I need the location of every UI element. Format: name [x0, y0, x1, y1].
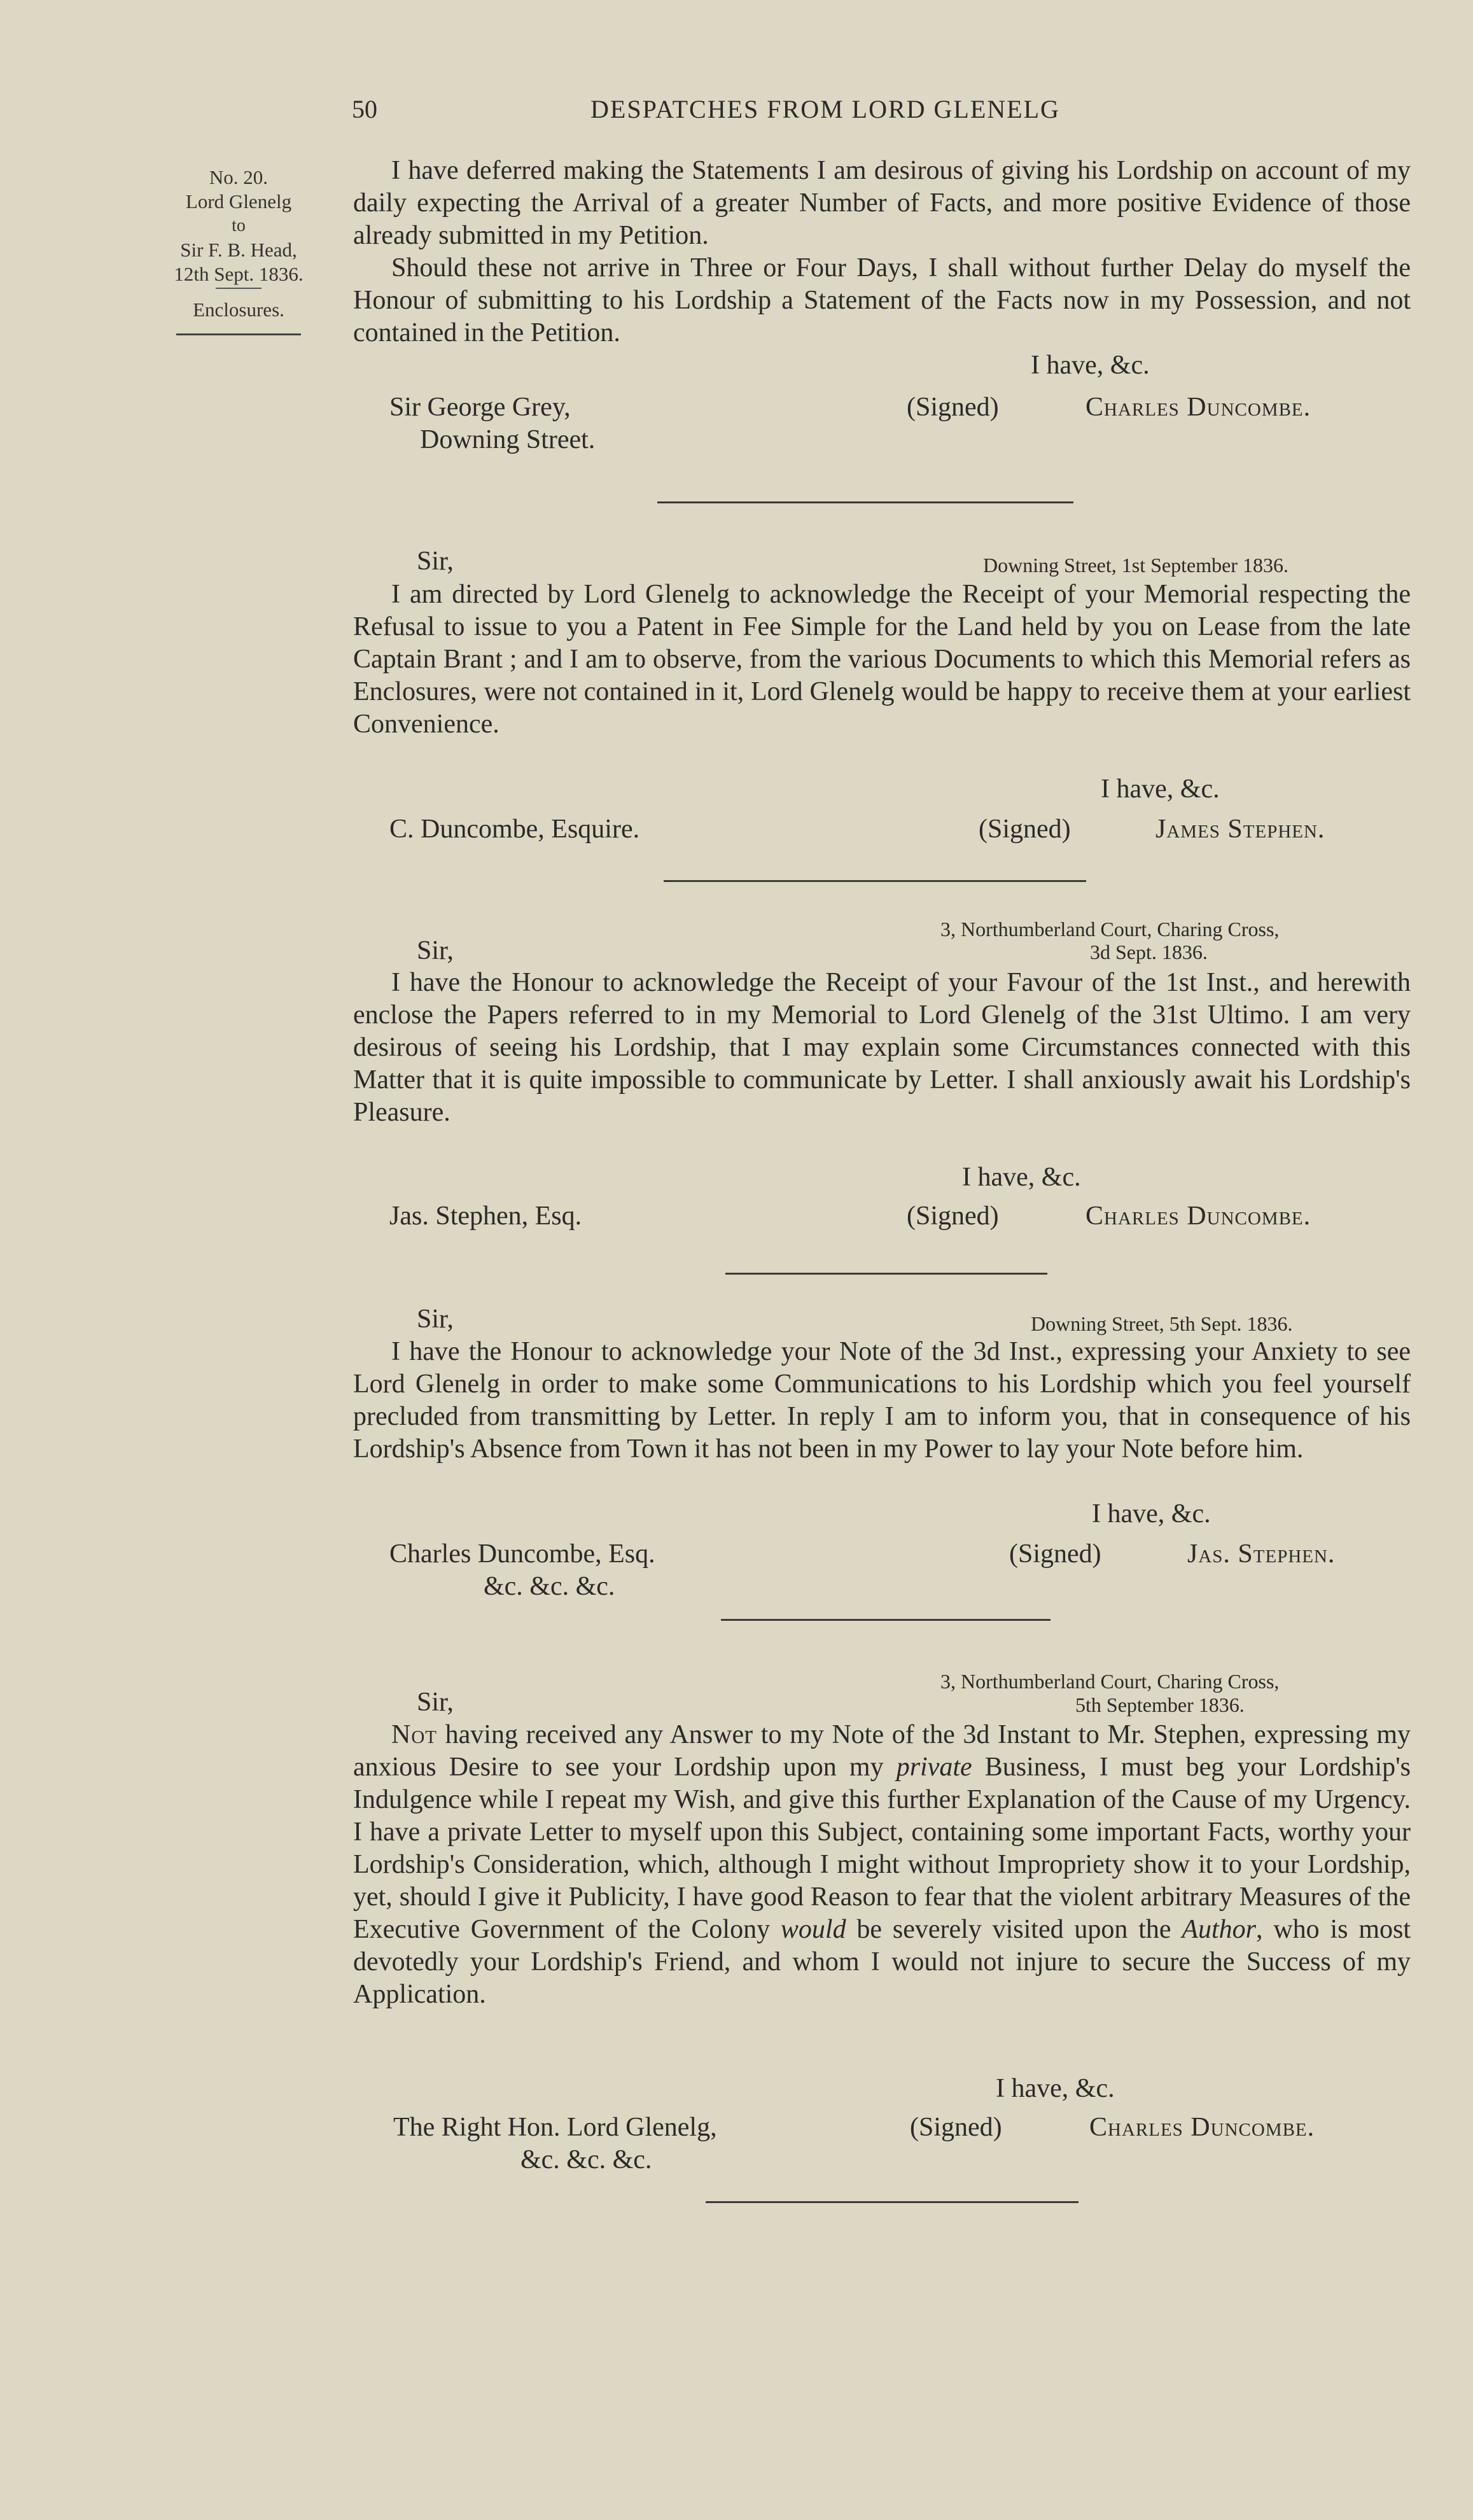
margin-note-enclosures: Enclosures. — [193, 298, 284, 321]
letter5-addressee: The Right Hon. Lord Glenelg, — [393, 2113, 717, 2142]
letter5-date: 5th September 1836. — [1075, 1693, 1245, 1716]
letter5-italic-private: private — [896, 1753, 972, 1782]
letter3-date: 3d Sept. 1836. — [1090, 941, 1208, 963]
letter5-addressee-etc: &c. &c. &c. — [520, 2145, 652, 2174]
letter4-separator — [721, 1619, 1051, 1621]
running-head: DESPATCHES FROM LORD GLENELG — [590, 95, 1060, 123]
letter5-body-part4: , who is most devotedly your Lordship's Friend, and whom I would not injure to secure the Success of my Application. — [353, 1915, 1411, 2009]
margin-note-date: 12th Sept. 1836. — [174, 263, 304, 285]
letter3-signature: Charles Duncombe. — [1086, 1201, 1311, 1231]
letter4-signed: (Signed) — [1009, 1539, 1101, 1569]
margin-note-to: to — [232, 216, 246, 235]
letter2-separator — [664, 880, 1086, 882]
letter4-dateline: Downing Street, 5th Sept. 1836. — [1031, 1312, 1293, 1335]
letter1-addressee-street: Downing Street. — [420, 425, 596, 454]
letter4-salutation: Sir, — [417, 1305, 454, 1334]
letter1-para2: Should these not arrive in Three or Four Days, I shall without further Delay do myself the Honour of submitting to his Lordship a Statement of the Facts now in my Possession, and not contained in the Petition. — [353, 253, 1411, 347]
letter1-signature: Charles Duncombe. — [1086, 393, 1311, 422]
letter5-separator — [706, 2201, 1079, 2203]
margin-note-from: Lord Glenelg — [185, 190, 292, 213]
letter5-body-part2: Business, I must beg your Lordship's Indulgence while I repeat my Wish, and give this further Explanation of the Cause of my Urgency. I have a private Letter to myself upon this Subject, containing some important Facts, worthy your Lordship's Consideration, which, although I might without Impropriety show it to your Lordship, yet, should I give it Publicity, I have good Reason to fear that the violent arbitrary Measures of the Executive Government of the Colony — [353, 1753, 1411, 1944]
letter2-closing: I have, &c. — [1101, 774, 1220, 804]
letter4-addressee: Charles Duncombe, Esq. — [389, 1539, 655, 1569]
letter5-opening-word: Not — [391, 1720, 437, 1749]
letter3-address: 3, Northumberland Court, Charing Cross, — [940, 918, 1280, 941]
letter2-body: I am directed by Lord Glenelg to acknowledge the Receipt of your Memorial respecting the Refusal to issue to you a Patent in Fee Simple for the Land held by you on Lease from the late Captain Brant ; and I am to observe, from the various Documents to which this Memorial refers as Enclosures, were not contained in it, Lord Glenelg would be happy to receive them at your earliest Convenience. — [353, 580, 1411, 739]
letter5-salutation: Sir, — [417, 1688, 454, 1717]
letter4-addressee-etc: &c. &c. &c. — [484, 1572, 615, 1601]
letter5-body-part3: be severely visited upon the — [846, 1915, 1182, 1944]
letter2-dateline: Downing Street, 1st September 1836. — [983, 554, 1288, 577]
letter1-addressee: Sir George Grey, — [389, 393, 571, 422]
letter5-signed: (Signed) — [910, 2113, 1002, 2142]
letter3-signed: (Signed) — [907, 1201, 999, 1231]
letter4-closing: I have, &c. — [1092, 1499, 1211, 1529]
margin-note-rule — [176, 333, 301, 335]
letter4-signature: Jas. Stephen. — [1187, 1539, 1336, 1569]
letter1-closing: I have, &c. — [1031, 351, 1150, 380]
letter5-closing: I have, &c. — [996, 2074, 1115, 2103]
letter1-para1: I have deferred making the Statements I am desirous of giving his Lordship on account of my daily expecting the Arrival of a greater Number of Facts, and more positive Evidence of those already submitted in my Petition. — [353, 156, 1411, 250]
letter1-signed: (Signed) — [907, 393, 999, 422]
margin-note-recipient: Sir F. B. Head, — [180, 239, 297, 261]
page-number: 50 — [352, 95, 377, 123]
letter5-italic-would: would — [780, 1915, 846, 1944]
letter5-signature: Charles Duncombe. — [1089, 2113, 1315, 2142]
letter4-body: I have the Honour to acknowledge your Note of the 3d Inst., expressing your Anxiety to see Lord Glenelg in order to make some Communications to his Lordship which you feel yourself precluded from transmitting by Letter. In reply I am to inform you, that in consequence of his Lordship's Absence from Town it has not been in my Power to lay your Note before him. — [353, 1337, 1411, 1464]
letter2-signed: (Signed) — [979, 815, 1071, 844]
margin-note — [153, 165, 325, 335]
letter5-body-part1: having received any Answer to my Note of the 3d Instant to Mr. Stephen, expressing my anxious Desire to see your Lordship upon my — [353, 1720, 1411, 1782]
letter3-body: I have the Honour to acknowledge the Receipt of your Favour of the 1st Inst., and herewith enclose the Papers referred to in my Memorial to Lord Glenelg of the 31st Ultimo. I am very desirous of seeing his Lordship, that I may explain some Circumstances connected with this Matter that it is quite impossible to communicate by Letter. I shall anxiously await his Lordship's Pleasure. — [353, 968, 1411, 1127]
margin-note-number: No. 20. — [209, 166, 269, 188]
letter3-salutation: Sir, — [417, 936, 454, 965]
letter5-italic-author: Author — [1182, 1915, 1257, 1944]
letter5-address: 3, Northumberland Court, Charing Cross, — [940, 1670, 1280, 1693]
letter3-addressee: Jas. Stephen, Esq. — [389, 1201, 582, 1231]
letter3-closing: I have, &c. — [962, 1163, 1081, 1192]
letter2-signature: James Stephen. — [1155, 815, 1325, 844]
letter2-salutation: Sir, — [417, 547, 454, 576]
letter2-addressee: C. Duncombe, Esquire. — [389, 815, 640, 844]
letter1-separator — [657, 501, 1073, 503]
letter5-body — [353, 1719, 1411, 2011]
letter3-separator — [725, 1273, 1047, 1275]
margin-note-dash — [216, 288, 262, 289]
